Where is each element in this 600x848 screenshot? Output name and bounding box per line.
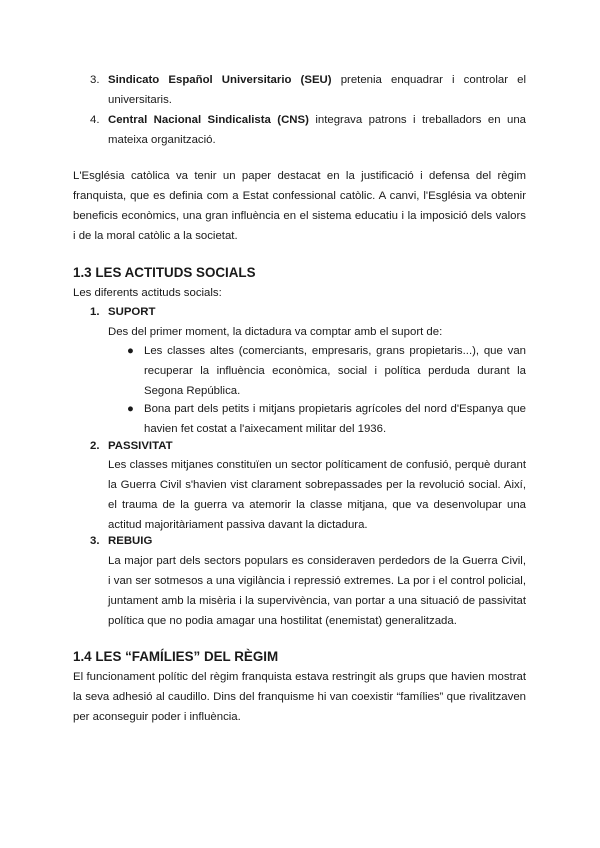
section-heading-actituds: 1.3 LES ACTITUDS SOCIALS (73, 265, 256, 280)
list-item-cns (90, 110, 526, 150)
section-intro: Les diferents actituds socials: (73, 287, 222, 299)
bullet-item (127, 399, 526, 439)
bullet-icon: ● (127, 403, 134, 415)
list-item-text: integrava patrons i treballadors en una mateixa organització. (108, 114, 527, 146)
suport-text: Des del primer moment, la dictadura va comptar amb el suport de: (108, 326, 443, 338)
church-paragraph: L'Església catòlica va tenir un paper destacat en la justificació i defensa del règim franquista, que es definia com a Estat confessional catòlic. A canvi, l'Església va obtenir beneficis econòmics, una gran influència en el sistema educatiu i la imposició dels valors i de la moral catòlic a la societat. (73, 170, 526, 242)
bullet-item (127, 341, 526, 401)
subheading-passivitat (90, 437, 173, 455)
sub-number: 2. (90, 440, 100, 452)
list-item-bold: Sindicato Español Universitario (SEU) (108, 74, 332, 86)
list-number: 3. (90, 74, 100, 86)
sub-title: SUPORT (108, 306, 156, 318)
sub-number: 3. (90, 535, 100, 547)
sub-title: REBUIG (108, 535, 153, 547)
list-item-text: pretenia enquadrar i controlar el universitaris. (108, 74, 526, 106)
list-item-seu (90, 70, 526, 110)
subheading-suport (90, 303, 155, 321)
section-heading-families: 1.4 LES “FAMÍLIES” DEL RÈGIM (73, 649, 279, 664)
bullet-text: Les classes altes (comerciants, empresaris, grans propietaris...), que van recuperar la influència econòmica, social i política perduda durant la Segona República. (144, 345, 526, 397)
passivitat-text: Les classes mitjanes constituïen un sector políticament de confusió, perquè durant la Guerra Civil s'havien vist clarament sobrepassades per la revolució social. Així, el trauma de la guerra va atemorir la classe mitjana, que va desenvolupar una actitud majoritàriament passiva davant la dictadura. (108, 459, 526, 531)
families-paragraph: El funcionament polític del règim franquista estava restringit als grups que havien mostrat la seva adhesió al caudillo. Dins del franquisme hi van coexistir “famílies” que rivalitzaven per aconseguir poder i influència. (73, 671, 526, 723)
sub-title: PASSIVITAT (108, 440, 173, 452)
bullet-icon: ● (127, 345, 134, 357)
bullet-text: Bona part dels petits i mitjans propietaris agrícoles del nord d'Espanya que havien fet costat a l'aixecament militar del 1936. (144, 403, 526, 435)
list-number: 4. (90, 114, 100, 126)
rebuig-text: La major part dels sectors populars es consideraven perdedors de la Guerra Civil, i van ser sotmesos a una vigilància i repressió extremes. La por i el control policial, juntament amb la misèria i la supervivència, van portar a una situació de passivitat política que no podia amagar una hostilitat (enemistat) generalitzada. (108, 555, 526, 627)
subheading-rebuig (90, 532, 152, 550)
list-item-bold: Central Nacional Sindicalista (CNS) (108, 114, 309, 126)
sub-number: 1. (90, 306, 100, 318)
